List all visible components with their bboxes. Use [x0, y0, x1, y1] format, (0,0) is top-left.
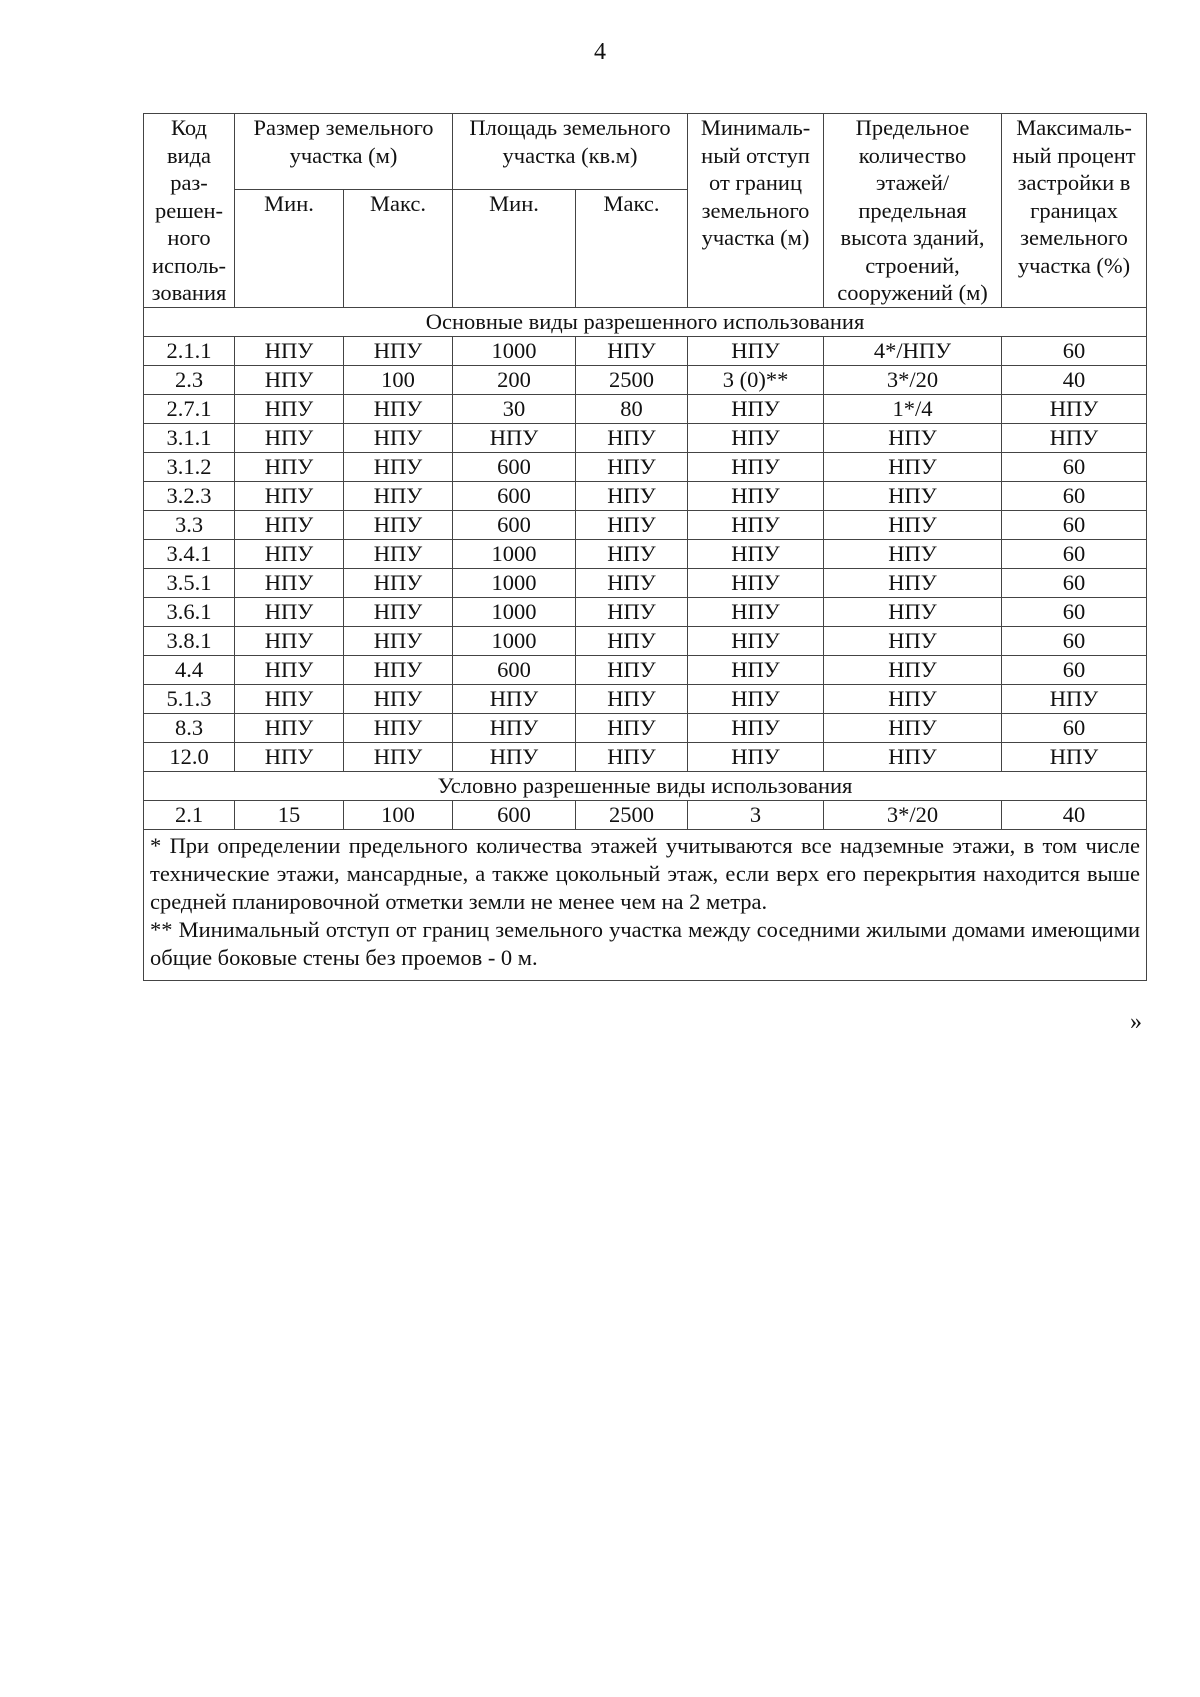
- table-cell: 1000: [453, 626, 576, 655]
- table-cell: НПУ: [824, 510, 1002, 539]
- table-cell: 60: [1002, 481, 1147, 510]
- header-area-group: Площадь земельного участка (кв.м): [453, 114, 688, 190]
- table-cell: НПУ: [576, 568, 688, 597]
- table-cell: НПУ: [344, 336, 453, 365]
- table-cell: НПУ: [824, 539, 1002, 568]
- table-cell: 600: [453, 481, 576, 510]
- table-cell: 60: [1002, 655, 1147, 684]
- table-cell: 1000: [453, 568, 576, 597]
- table-cell: НПУ: [576, 713, 688, 742]
- table-row: [144, 510, 1147, 539]
- table-cell: 15: [235, 800, 344, 829]
- table-cell: НПУ: [688, 336, 824, 365]
- table-cell: 600: [453, 800, 576, 829]
- table-cell: НПУ: [453, 742, 576, 771]
- table-cell: НПУ: [344, 626, 453, 655]
- table-cell: НПУ: [576, 539, 688, 568]
- table-cell: 60: [1002, 539, 1147, 568]
- table-cell: НПУ: [824, 713, 1002, 742]
- table-cell: НПУ: [688, 568, 824, 597]
- table-cell: 60: [1002, 452, 1147, 481]
- table-cell: НПУ: [576, 452, 688, 481]
- table-cell: НПУ: [688, 597, 824, 626]
- table-cell: НПУ: [344, 655, 453, 684]
- section-conditional-heading: Условно разрешенные виды использования: [144, 771, 1147, 800]
- table-cell: НПУ: [344, 394, 453, 423]
- table-cell: 600: [453, 510, 576, 539]
- table-cell: НПУ: [824, 597, 1002, 626]
- table-cell: НПУ: [688, 394, 824, 423]
- table-cell: НПУ: [344, 684, 453, 713]
- table-cell: НПУ: [688, 539, 824, 568]
- table-cell: НПУ: [688, 481, 824, 510]
- table-cell: НПУ: [576, 423, 688, 452]
- table-cell: НПУ: [576, 510, 688, 539]
- header-area-max: Макс.: [576, 189, 688, 307]
- table-cell: 3 (0)**: [688, 365, 824, 394]
- table-cell: НПУ: [235, 452, 344, 481]
- table-cell: 40: [1002, 365, 1147, 394]
- table-row: [144, 481, 1147, 510]
- header-size-max: Макс.: [344, 189, 453, 307]
- table-cell: 2.3: [144, 365, 235, 394]
- table-cell: 2.1.1: [144, 336, 235, 365]
- table-cell: 60: [1002, 510, 1147, 539]
- table-cell: 100: [344, 365, 453, 394]
- table-row: [144, 452, 1147, 481]
- table-cell: 12.0: [144, 742, 235, 771]
- header-floors: Предельное количество этажей/ предельная высота зданий, строений, сооружений (м): [824, 114, 1002, 308]
- header-area-min: Мин.: [453, 189, 576, 307]
- table-cell: НПУ: [576, 481, 688, 510]
- table-header: [144, 114, 1147, 308]
- table-row: [144, 742, 1147, 771]
- table-cell: НПУ: [688, 684, 824, 713]
- table-cell: НПУ: [688, 626, 824, 655]
- table-cell: НПУ: [235, 510, 344, 539]
- table-row: [144, 597, 1147, 626]
- table-cell: 60: [1002, 336, 1147, 365]
- table-cell: 200: [453, 365, 576, 394]
- table-cell: 4.4: [144, 655, 235, 684]
- table-cell: НПУ: [1002, 742, 1147, 771]
- table-cell: 3.4.1: [144, 539, 235, 568]
- table-cell: НПУ: [688, 655, 824, 684]
- table-cell: НПУ: [824, 742, 1002, 771]
- table-cell: 3.1.2: [144, 452, 235, 481]
- table-cell: 2500: [576, 365, 688, 394]
- table-row: [144, 423, 1147, 452]
- table-cell: НПУ: [576, 336, 688, 365]
- table-cell: НПУ: [453, 684, 576, 713]
- table-row: [144, 336, 1147, 365]
- table-cell: НПУ: [453, 423, 576, 452]
- table-cell: 4*/НПУ: [824, 336, 1002, 365]
- table-cell: НПУ: [688, 452, 824, 481]
- page-number: 4: [594, 39, 606, 65]
- table-cell: 2.1: [144, 800, 235, 829]
- table-cell: НПУ: [824, 481, 1002, 510]
- table-cell: НПУ: [344, 423, 453, 452]
- table-cell: 60: [1002, 597, 1147, 626]
- table-cell: НПУ: [1002, 423, 1147, 452]
- table-cell: 3.3: [144, 510, 235, 539]
- table-cell: НПУ: [235, 394, 344, 423]
- table-cell: НПУ: [1002, 394, 1147, 423]
- table-cell: НПУ: [235, 423, 344, 452]
- table-cell: НПУ: [688, 713, 824, 742]
- table-cell: НПУ: [235, 742, 344, 771]
- table-cell: НПУ: [344, 568, 453, 597]
- table-cell: 60: [1002, 626, 1147, 655]
- table-cell: 3.2.3: [144, 481, 235, 510]
- table-cell: НПУ: [453, 713, 576, 742]
- header-setback: Минималь-ный отступ от границ земельного участка (м): [688, 114, 824, 308]
- section-main-heading: Основные виды разрешенного использования: [144, 307, 1147, 336]
- table-cell: 1000: [453, 539, 576, 568]
- table-row: [144, 394, 1147, 423]
- table-cell: 40: [1002, 800, 1147, 829]
- table-cell: 3.5.1: [144, 568, 235, 597]
- note-setback: ** Минимальный отступ от границ земельного участка между соседними жилыми домами имеющими общие боковые стены без проемов - 0 м.: [150, 916, 1141, 970]
- table-cell: 100: [344, 800, 453, 829]
- table-cell: НПУ: [824, 568, 1002, 597]
- table-cell: НПУ: [344, 713, 453, 742]
- table-cell: НПУ: [824, 423, 1002, 452]
- table-row: [144, 365, 1147, 394]
- table-cell: НПУ: [576, 626, 688, 655]
- table-cell: НПУ: [235, 481, 344, 510]
- table-cell: НПУ: [824, 684, 1002, 713]
- table-cell: НПУ: [235, 597, 344, 626]
- note-floors: * При определении предельного количества этажей учитываются все надземные этажи, в том числе технические этажи, мансардные, а также цокольный этаж, если верх его перекрытия находится выше средней планировочной отметки земли не менее чем на 2 метра.: [150, 832, 1141, 914]
- header-coverage: Максималь-ный процент застройки в границах земельного участка (%): [1002, 114, 1147, 308]
- header-size-min: Мин.: [235, 189, 344, 307]
- table-cell: 5.1.3: [144, 684, 235, 713]
- table-cell: НПУ: [235, 336, 344, 365]
- table-row: [144, 800, 1147, 829]
- regulations-table: [143, 113, 1147, 981]
- closing-quote: »: [1130, 1009, 1142, 1035]
- table-notes: [144, 829, 1147, 980]
- table-cell: 1*/4: [824, 394, 1002, 423]
- table-cell: НПУ: [688, 742, 824, 771]
- table-cell: НПУ: [1002, 684, 1147, 713]
- table-cell: 2.7.1: [144, 394, 235, 423]
- table-cell: НПУ: [235, 655, 344, 684]
- table-body: [144, 307, 1147, 980]
- table-cell: 600: [453, 452, 576, 481]
- table-cell: 60: [1002, 568, 1147, 597]
- table-cell: 8.3: [144, 713, 235, 742]
- table-cell: НПУ: [235, 539, 344, 568]
- table-cell: НПУ: [235, 684, 344, 713]
- header-size-group: Размер земельного участка (м): [235, 114, 453, 190]
- table-cell: НПУ: [576, 655, 688, 684]
- table-cell: НПУ: [235, 713, 344, 742]
- table-cell: 60: [1002, 713, 1147, 742]
- table-cell: НПУ: [235, 365, 344, 394]
- table-row: [144, 539, 1147, 568]
- table-cell: НПУ: [344, 742, 453, 771]
- table-cell: 1000: [453, 597, 576, 626]
- table-cell: НПУ: [824, 452, 1002, 481]
- table-cell: 3*/20: [824, 800, 1002, 829]
- table-cell: НПУ: [576, 742, 688, 771]
- table-cell: НПУ: [344, 597, 453, 626]
- table-cell: НПУ: [344, 481, 453, 510]
- table-cell: НПУ: [576, 684, 688, 713]
- header-code: Код вида раз-решен-ного исполь-зования: [144, 114, 235, 308]
- table-cell: НПУ: [688, 423, 824, 452]
- table-cell: НПУ: [688, 510, 824, 539]
- table-cell: НПУ: [235, 568, 344, 597]
- table-cell: НПУ: [344, 452, 453, 481]
- table-cell: НПУ: [824, 655, 1002, 684]
- table-cell: 80: [576, 394, 688, 423]
- table-cell: НПУ: [576, 597, 688, 626]
- table-row: [144, 713, 1147, 742]
- table-cell: 1000: [453, 336, 576, 365]
- table-row: [144, 684, 1147, 713]
- table-cell: НПУ: [344, 510, 453, 539]
- table-cell: НПУ: [824, 626, 1002, 655]
- table-row: [144, 568, 1147, 597]
- table-cell: 3.6.1: [144, 597, 235, 626]
- table-cell: 3.8.1: [144, 626, 235, 655]
- table-row: [144, 626, 1147, 655]
- table-cell: НПУ: [344, 539, 453, 568]
- table-cell: 600: [453, 655, 576, 684]
- table-cell: 3*/20: [824, 365, 1002, 394]
- table-row: [144, 655, 1147, 684]
- table-cell: 2500: [576, 800, 688, 829]
- table-cell: 30: [453, 394, 576, 423]
- table-cell: 3: [688, 800, 824, 829]
- table-cell: НПУ: [235, 626, 344, 655]
- table-cell: 3.1.1: [144, 423, 235, 452]
